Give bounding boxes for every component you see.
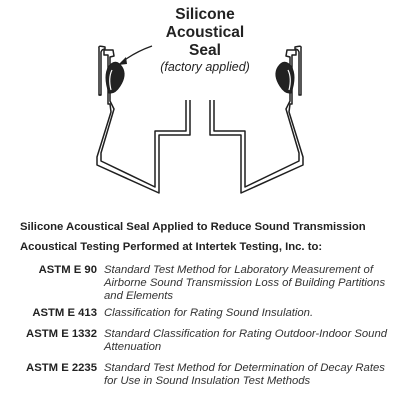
standard-description: Classification for Rating Sound Insulation. [104, 307, 314, 319]
standard-code: ASTM E 2235 [26, 362, 97, 374]
standard-description: Standard Classification for Rating Outdoor-Indoor Sound Attenuation [104, 328, 388, 353]
callout-title-line-3: Seal [189, 42, 221, 59]
callout-arrowhead [118, 57, 127, 65]
standard-code: ASTM E 90 [38, 264, 97, 276]
callout-title [145, 6, 265, 60]
left-acoustical-seal [106, 62, 124, 93]
callout-title-line-1: Silicone [175, 6, 235, 23]
testing-heading: Acoustical Testing Performed at Intertek Testing, Inc. to: [20, 241, 323, 253]
standard-description: Standard Test Method for Determination of Decay Rates for Use in Sound Insulation Test Methods [104, 362, 385, 387]
seal-heading: Silicone Acoustical Seal Applied to Reduce Sound Transmission [20, 221, 366, 233]
callout-subtitle: (factory applied) [160, 60, 250, 74]
standard-code: ASTM E 1332 [26, 328, 97, 340]
standard-description: Standard Test Method for Laboratory Measurement of Airborne Sound Transmission Loss of Building Partitions and Elements [104, 264, 386, 302]
standard-code: ASTM E 413 [32, 307, 97, 319]
callout-title-line-2: Acoustical [165, 24, 245, 41]
